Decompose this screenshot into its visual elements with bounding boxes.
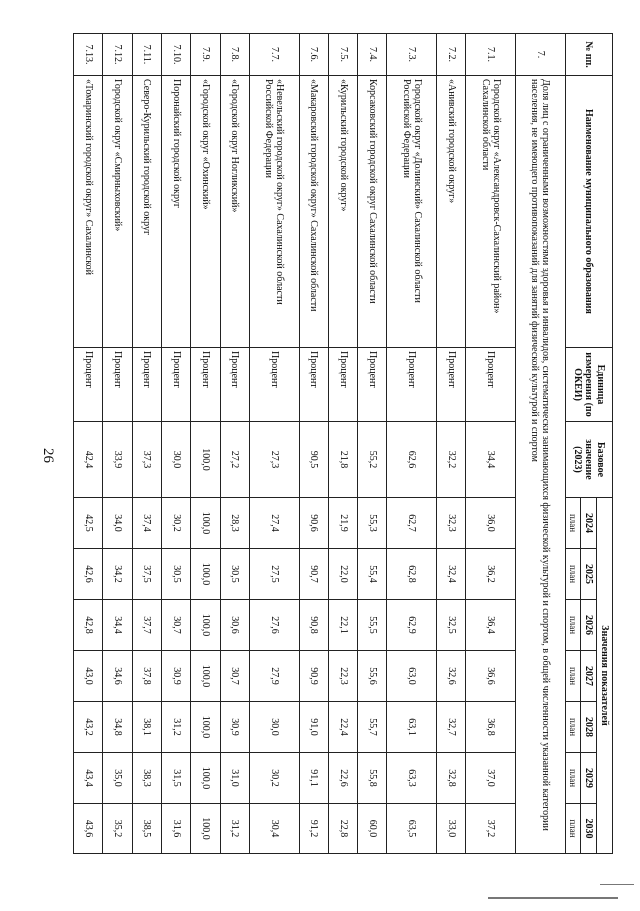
- plan-value: 27,6: [249, 600, 299, 651]
- plan-value: 43,6: [74, 804, 103, 854]
- plan-value: 62,7: [387, 498, 437, 549]
- table-row: [328, 34, 357, 854]
- base-value: 90,5: [299, 422, 328, 498]
- table-row: [220, 34, 249, 854]
- plan-value: 32,4: [437, 549, 466, 600]
- header-plan: план: [565, 702, 580, 753]
- base-value: 21,8: [328, 422, 357, 498]
- plan-value: 43,2: [74, 702, 103, 753]
- plan-value: 55,8: [358, 753, 387, 804]
- row-number: 7.4.: [358, 34, 387, 76]
- header-base: Базовое значение (2023): [565, 422, 612, 498]
- plan-value: 31,5: [162, 753, 191, 804]
- plan-value: 55,4: [358, 549, 387, 600]
- plan-value: 30,4: [249, 804, 299, 854]
- municipality-name: «Курильский городской округ»: [328, 76, 357, 348]
- plan-value: 37,4: [132, 498, 161, 549]
- plan-value: 63,1: [387, 702, 437, 753]
- municipality-name: «Томаринский городской округ» Сахалинской: [74, 76, 103, 348]
- header-year: 2025: [580, 549, 596, 600]
- header-plan: план: [565, 498, 580, 549]
- plan-value: 30,6: [220, 600, 249, 651]
- unit-cell: Процент: [191, 348, 220, 422]
- plan-value: 30,7: [220, 651, 249, 702]
- plan-value: 33,0: [437, 804, 466, 854]
- plan-value: 27,9: [249, 651, 299, 702]
- indicator-text: Доля лиц с ограниченными возможностями здоровья и инвалидов, систематически занимающихся физической культурой и спортом, в общей численности указанной категории населения, не имеющего противопоказаний для занятий физической культурой и спортом: [515, 76, 565, 854]
- plan-value: 43,0: [74, 651, 103, 702]
- plan-value: 22,1: [328, 600, 357, 651]
- table-row: [358, 34, 387, 854]
- header-year: 2026: [580, 600, 596, 651]
- row-number: 7.6.: [299, 34, 328, 76]
- unit-cell: Процент: [220, 348, 249, 422]
- unit-cell: Процент: [466, 348, 516, 422]
- plan-value: 90,9: [299, 651, 328, 702]
- unit-cell: Процент: [387, 348, 437, 422]
- page-number: 26: [40, 448, 56, 463]
- table-row: [132, 34, 161, 854]
- municipality-name: Городской округ «Александровск-Сахалинский район» Сахалинской области: [466, 76, 516, 348]
- plan-value: 35,2: [103, 804, 132, 854]
- plan-value: 55,5: [358, 600, 387, 651]
- plan-value: 37,7: [132, 600, 161, 651]
- plan-value: 34,2: [103, 549, 132, 600]
- indicator-table: [73, 33, 613, 854]
- table-row: [299, 34, 328, 854]
- plan-value: 90,8: [299, 600, 328, 651]
- plan-value: 91,1: [299, 753, 328, 804]
- unit-cell: Процент: [328, 348, 357, 422]
- municipality-name: «Городской округ Ногликский»: [220, 76, 249, 348]
- table-row: [103, 34, 132, 854]
- unit-cell: Процент: [437, 348, 466, 422]
- plan-value: 22,4: [328, 702, 357, 753]
- plan-value: 63,0: [387, 651, 437, 702]
- base-value: 30,0: [162, 422, 191, 498]
- row-number: 7.10.: [162, 34, 191, 76]
- plan-value: 63,3: [387, 753, 437, 804]
- plan-value: 91,0: [299, 702, 328, 753]
- plan-value: 30,9: [220, 702, 249, 753]
- plan-value: 62,8: [387, 549, 437, 600]
- plan-value: 32,7: [437, 702, 466, 753]
- row-number: 7.5.: [328, 34, 357, 76]
- municipality-name: Корсаковский городской округ Сахалинской области: [358, 76, 387, 348]
- row-number: 7.9.: [191, 34, 220, 76]
- header-plan: план: [565, 804, 580, 854]
- header-year: 2027: [580, 651, 596, 702]
- plan-value: 42,6: [74, 549, 103, 600]
- plan-value: 28,3: [220, 498, 249, 549]
- plan-value: 38,1: [132, 702, 161, 753]
- header-plan: план: [565, 753, 580, 804]
- municipality-name: «Городской округ «Охинский»: [191, 76, 220, 348]
- plan-value: 63,5: [387, 804, 437, 854]
- municipality-name: Северо-Курильский городской округ: [132, 76, 161, 348]
- plan-value: 90,6: [299, 498, 328, 549]
- header-plan: план: [565, 549, 580, 600]
- plan-value: 36,6: [466, 651, 516, 702]
- plan-value: 36,8: [466, 702, 516, 753]
- municipality-name: Поронайский городской округ: [162, 76, 191, 348]
- plan-value: 90,7: [299, 549, 328, 600]
- unit-cell: Процент: [103, 348, 132, 422]
- scan-mark: [600, 884, 634, 885]
- plan-value: 22,8: [328, 804, 357, 854]
- header-name: Наименование муниципального образования: [565, 76, 612, 348]
- plan-value: 22,0: [328, 549, 357, 600]
- plan-value: 100,0: [191, 753, 220, 804]
- municipality-name: Городской округ «Смирныховский»: [103, 76, 132, 348]
- header-plan: план: [565, 600, 580, 651]
- plan-value: 22,3: [328, 651, 357, 702]
- table-row: [466, 34, 516, 854]
- header-year: 2024: [580, 498, 596, 549]
- table-row: [74, 34, 103, 854]
- plan-value: 31,2: [220, 804, 249, 854]
- plan-value: 37,5: [132, 549, 161, 600]
- unit-cell: Процент: [132, 348, 161, 422]
- plan-value: 60,0: [358, 804, 387, 854]
- plan-value: 42,5: [74, 498, 103, 549]
- table-row: [249, 34, 299, 854]
- plan-value: 34,6: [103, 651, 132, 702]
- rotated-table-container: [73, 33, 613, 853]
- base-value: 34,4: [466, 422, 516, 498]
- row-number: 7.1.: [466, 34, 516, 76]
- municipality-name: «Невельский городской округ» Сахалинской области Российской Федерации: [249, 76, 299, 348]
- header-values-group: Значения показателей: [596, 498, 612, 854]
- base-value: 27,2: [220, 422, 249, 498]
- indicator-row: [515, 34, 565, 854]
- base-value: 37,3: [132, 422, 161, 498]
- plan-value: 36,4: [466, 600, 516, 651]
- municipality-name: «Анивский городской округ»: [437, 76, 466, 348]
- municipality-name: «Макаровский городской округ» Сахалинской области: [299, 76, 328, 348]
- base-value: 55,2: [358, 422, 387, 498]
- base-value: 33,9: [103, 422, 132, 498]
- row-number: 7.12.: [103, 34, 132, 76]
- header-year: 2030: [580, 804, 596, 854]
- plan-value: 37,0: [466, 753, 516, 804]
- plan-value: 30,2: [162, 498, 191, 549]
- plan-value: 55,3: [358, 498, 387, 549]
- plan-value: 42,8: [74, 600, 103, 651]
- plan-value: 34,8: [103, 702, 132, 753]
- plan-value: 37,8: [132, 651, 161, 702]
- plan-value: 100,0: [191, 702, 220, 753]
- plan-value: 100,0: [191, 600, 220, 651]
- plan-value: 34,4: [103, 600, 132, 651]
- table-row: [162, 34, 191, 854]
- header-unit: Единица измерения (по ОКЕИ): [565, 348, 612, 422]
- base-value: 100,0: [191, 422, 220, 498]
- row-number: 7.2.: [437, 34, 466, 76]
- plan-value: 30,0: [249, 702, 299, 753]
- plan-value: 32,3: [437, 498, 466, 549]
- plan-value: 38,3: [132, 753, 161, 804]
- row-number: 7.13.: [74, 34, 103, 76]
- base-value: 27,3: [249, 422, 299, 498]
- header-plan: план: [565, 651, 580, 702]
- plan-value: 32,8: [437, 753, 466, 804]
- header-year: 2029: [580, 753, 596, 804]
- plan-value: 55,7: [358, 702, 387, 753]
- base-value: 42,4: [74, 422, 103, 498]
- plan-value: 27,4: [249, 498, 299, 549]
- plan-value: 100,0: [191, 498, 220, 549]
- plan-value: 32,6: [437, 651, 466, 702]
- plan-value: 36,2: [466, 549, 516, 600]
- plan-value: 31,0: [220, 753, 249, 804]
- plan-value: 27,5: [249, 549, 299, 600]
- table-row: [437, 34, 466, 854]
- plan-value: 32,5: [437, 600, 466, 651]
- plan-value: 22,6: [328, 753, 357, 804]
- plan-value: 31,2: [162, 702, 191, 753]
- unit-cell: Процент: [299, 348, 328, 422]
- plan-value: 35,0: [103, 753, 132, 804]
- row-number: 7.8.: [220, 34, 249, 76]
- scan-mark: [488, 897, 618, 899]
- plan-value: 21,9: [328, 498, 357, 549]
- plan-value: 100,0: [191, 651, 220, 702]
- plan-value: 43,4: [74, 753, 103, 804]
- header-year: 2028: [580, 702, 596, 753]
- base-value: 62,6: [387, 422, 437, 498]
- plan-value: 100,0: [191, 804, 220, 854]
- unit-cell: Процент: [249, 348, 299, 422]
- plan-value: 38,5: [132, 804, 161, 854]
- row-number: 7.11.: [132, 34, 161, 76]
- plan-value: 30,5: [162, 549, 191, 600]
- municipality-name: Городской округ «Долинский» Сахалинской области Российской Федерации: [387, 76, 437, 348]
- plan-value: 30,7: [162, 600, 191, 651]
- plan-value: 100,0: [191, 549, 220, 600]
- indicator-number: 7.: [515, 34, 565, 76]
- unit-cell: Процент: [358, 348, 387, 422]
- plan-value: 36,0: [466, 498, 516, 549]
- base-value: 32,2: [437, 422, 466, 498]
- row-number: 7.3.: [387, 34, 437, 76]
- header-num: № пп.: [565, 34, 612, 76]
- plan-value: 30,5: [220, 549, 249, 600]
- row-number: 7.7.: [249, 34, 299, 76]
- unit-cell: Процент: [162, 348, 191, 422]
- plan-value: 30,2: [249, 753, 299, 804]
- plan-value: 34,0: [103, 498, 132, 549]
- plan-value: 91,2: [299, 804, 328, 854]
- table-row: [191, 34, 220, 854]
- plan-value: 62,9: [387, 600, 437, 651]
- unit-cell: Процент: [74, 348, 103, 422]
- plan-value: 31,6: [162, 804, 191, 854]
- plan-value: 37,2: [466, 804, 516, 854]
- plan-value: 30,9: [162, 651, 191, 702]
- table-row: [387, 34, 437, 854]
- header-row: [596, 34, 612, 854]
- plan-value: 55,6: [358, 651, 387, 702]
